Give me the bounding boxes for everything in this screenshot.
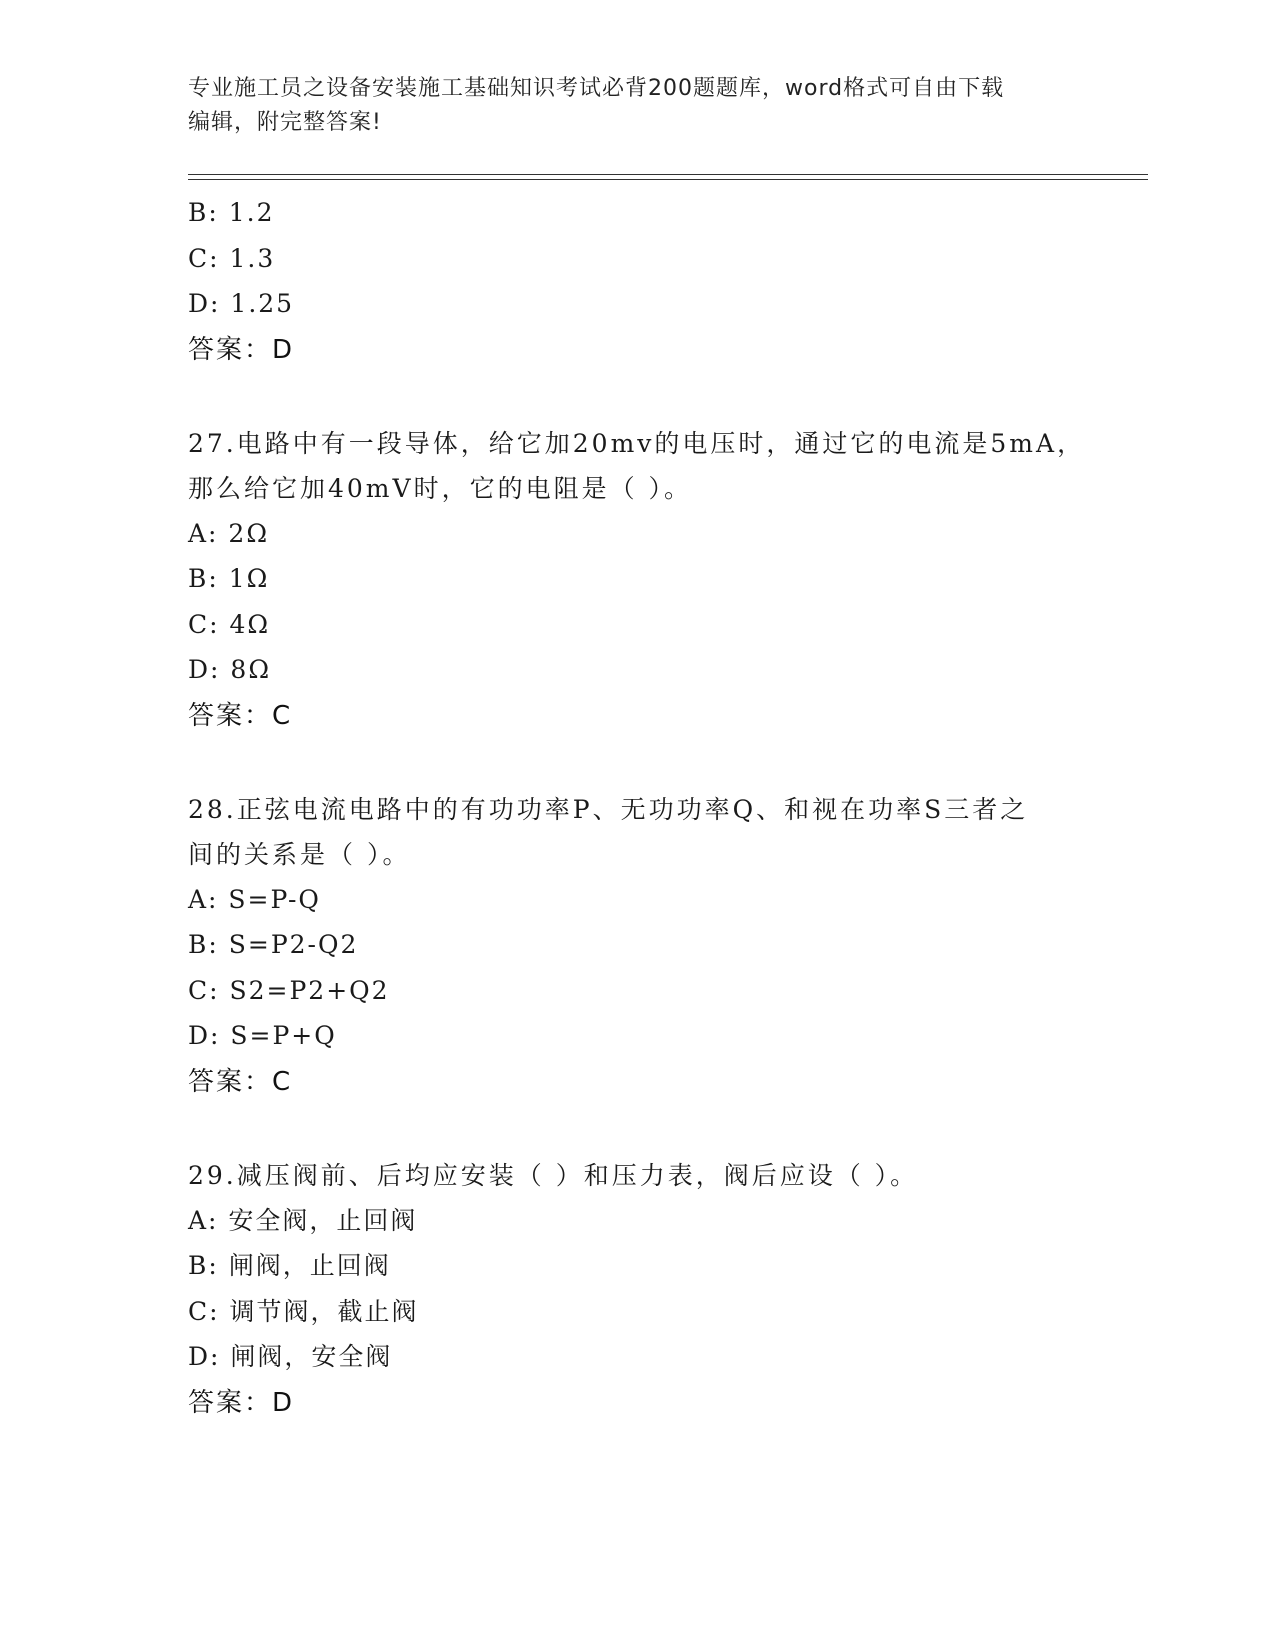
answer-label: 答案：D bbox=[188, 334, 295, 365]
option-c: C: 调节阀，截止阀 bbox=[188, 1296, 419, 1326]
option-d: D: 8Ω bbox=[188, 655, 272, 684]
option-b: B: S=P2-Q2 bbox=[188, 930, 359, 959]
header-divider-bottom bbox=[188, 179, 1148, 180]
question-29 bbox=[188, 1153, 1088, 1426]
header-divider-top bbox=[188, 174, 1148, 175]
question-stem-line-2: 间的关系是（ ）。 bbox=[188, 839, 411, 869]
option-b: B: 1.2 bbox=[188, 198, 275, 227]
document-body bbox=[188, 190, 1088, 1426]
option-c: C: 1.3 bbox=[188, 243, 276, 273]
option-c: C: S2=P2+Q2 bbox=[188, 975, 390, 1005]
option-a: A: 2Ω bbox=[188, 518, 270, 548]
option-b: B: 1Ω bbox=[188, 564, 270, 593]
option-d: D: 闸阀，安全阀 bbox=[188, 1342, 393, 1371]
answer-label: 答案：C bbox=[188, 1066, 293, 1097]
option-c: C: 4Ω bbox=[188, 609, 271, 639]
header-title-line-2: 编辑，附完整答案! bbox=[188, 110, 382, 135]
question-27 bbox=[188, 421, 1088, 739]
header-title-line-1: 专业施工员之设备安装施工基础知识考试必背200题题库，word格式可自由下载 bbox=[188, 76, 1005, 101]
document-header bbox=[188, 72, 1088, 140]
question-stem-line-1: 29.减压阀前、后均应安装（ ）和压力表，阀后应设（ ）。 bbox=[188, 1160, 919, 1190]
option-a: A: 安全阀，止回阀 bbox=[188, 1205, 418, 1235]
option-d: D: S=P+Q bbox=[188, 1021, 337, 1050]
answer-label: 答案：D bbox=[188, 1387, 295, 1418]
question-28 bbox=[188, 787, 1088, 1105]
option-a: A: S=P-Q bbox=[188, 884, 321, 914]
option-b: B: 闸阀，止回阀 bbox=[188, 1251, 391, 1280]
question-26-tail bbox=[188, 190, 1088, 373]
question-stem-line-2: 那么给它加40mV时，它的电阻是（ ）。 bbox=[188, 473, 693, 503]
option-d: D: 1.25 bbox=[188, 289, 295, 318]
answer-label: 答案：C bbox=[188, 700, 293, 731]
question-stem-line-1: 27.电路中有一段导体，给它加20mv的电压时，通过它的电流是5mA， bbox=[188, 428, 1086, 458]
question-stem-line-1: 28.正弦电流电路中的有功功率P、无功功率Q、和视在功率S三者之 bbox=[188, 794, 1029, 824]
